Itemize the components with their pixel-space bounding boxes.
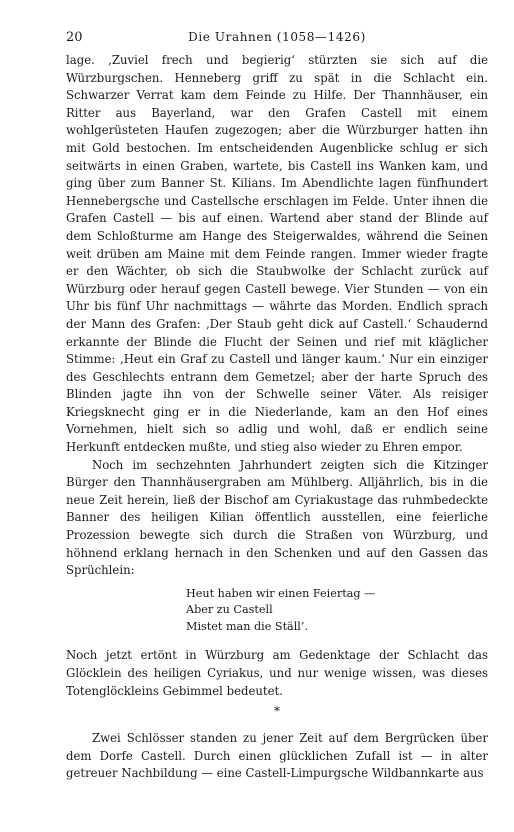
running-title: Die Urahnen (1058—1426) (188, 30, 366, 44)
verse-line: Mistet man die Ställ’. (186, 619, 308, 633)
verse-line: Aber zu Castell (186, 603, 273, 617)
paragraph-castles: Zwei Schlösser standen zu jener Zeit auf dem Bergrücken über dem Dorfe Castell. Durch einen glücklichen Zufall ist — in alter getreuer Nachbildung — eine Castell-Limpurgsche Wildbannkarte aus (66, 731, 488, 781)
paragraph-bell: Noch jetzt ertönt in Würzburg am Gedenktage der Schlacht das Glöcklein des heiligen Cyriakus, und nur wenige wissen, was dieses Totenglöckleins Gebimmel bedeutet. (66, 648, 488, 698)
verse-line: Heut haben wir einen Feiertag — (186, 586, 376, 600)
page-body (66, 52, 488, 783)
paragraph-procession: Noch im sechzehnten Jahrhundert zeigten sich die Kitzinger Bürger den Thannhäusergraben am Mühlberg. Alljährlich, bis in die neue Zeit herein, ließ der Bischof am Cyriakustage das ruhmbedeckte Banner des heiligen Kilian öffentlich ausstellen, eine feierliche Prozession bewegte sich durch die Straßen von Würzburg, und höhnend erklang hernach in den Schenken und auf den Gassen das Sprüchlein: (66, 457, 488, 578)
verse-block (186, 586, 488, 636)
section-separator: * (274, 704, 280, 719)
page-number: 20 (66, 30, 83, 45)
paragraph-battle: lage. ‚Zuviel frech und begierig‘ stürzten sie sich auf die Würzburgschen. Henneberg griff zu spät in die Schlacht ein. Schwarzer Verrat kam dem Feinde zu Hilfe. Der Thannhäuser, ein Ritter aus Bayerland, war den Grafen Castell mit einem wohlgerüsteten Haufen zugezogen; aber die Würzburger hatten ihn mit Gold bestochen. Im entscheidenden Augenblicke schlug er sich seitwärts in einen Graben, wartete, bis Castell ins Wanken kam, und ging über zum Banner St. Kilians. Im Abendlichte lagen fünfhundert Hennebergsche und Castellsche erschlagen im Felde. Unter ihnen die Grafen Castell — bis auf einen. Wartend aber stand der Blinde auf dem Schloßturme am Hange des Steigerwaldes, während die Seinen weit drüben am Maine mit dem Feinde rangen. Immer wieder fragte er den Wächter, ob sich die Staubwolke der Schlacht zurück auf Würzburg oder herauf gegen Castell bewege. Vier Stunden — von ein Uhr bis fünf Uhr nachmittags — währte das Morden. Endlich sprach der Mann des Grafen: ‚Der Staub geht dick auf Castell.‘ Schaudernd erkannte der Blinde die Flucht der Seinen und rief mit kläglicher Stimme: ‚Heut ein Graf zu Castell und länger kaum.‘ Nur ein einziger des Geschlechts entrann dem Gemetzel; aber der harte Spruch des Blinden jagte ihn von der Schwelle seiner Väter. Als reisiger Kriegsknecht ging er in die Niederlande, kam an den Hof eines Vornehmen, hielt sich so adlig und wohl, daß er endlich seine Herkunft entdecken mußte, und stieg also wieder zu Ehren empor. (66, 53, 488, 455)
page-header (66, 30, 488, 48)
